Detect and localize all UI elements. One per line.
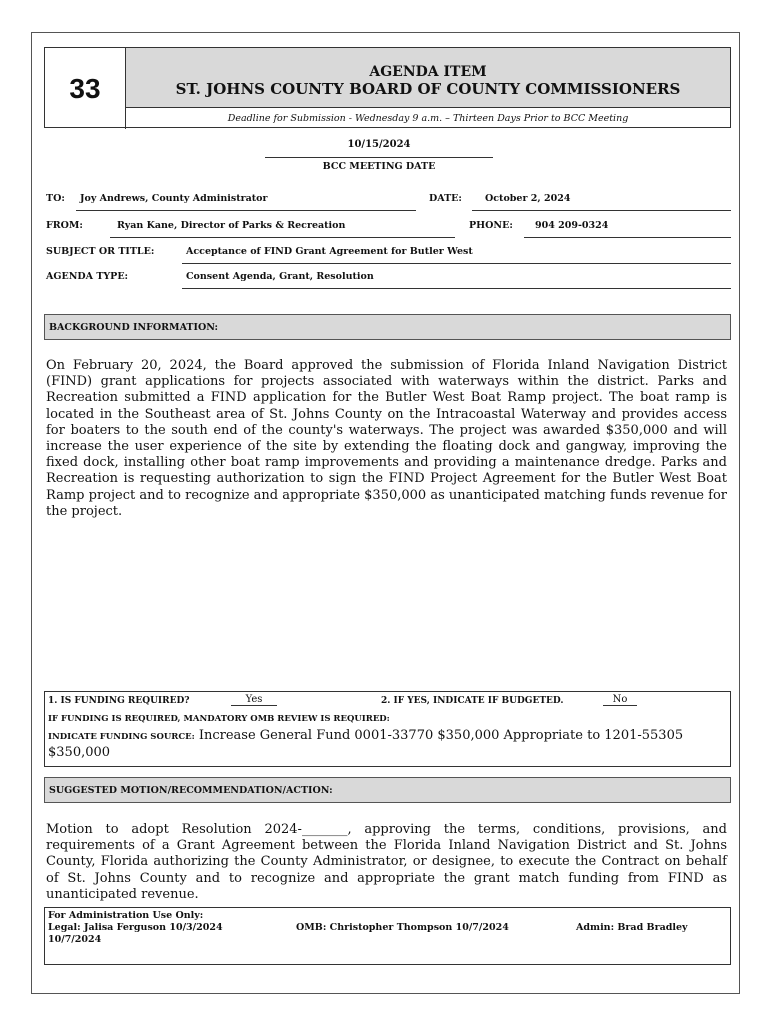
funding-source (48, 728, 728, 761)
to-underline (76, 210, 416, 211)
budgeted-value: No (603, 694, 637, 706)
omb-review-note: IF FUNDING IS REQUIRED, MANDATORY OMB REVIEW IS REQUIRED: (48, 714, 390, 724)
funding-source-value: Increase General Fund 0001-33770 $350,000 Appropriate to 1201-55305 $350,000 (48, 728, 684, 760)
meeting-date-underline (265, 157, 493, 158)
meeting-date-label: BCC MEETING DATE (322, 161, 436, 172)
date-value: October 2, 2024 (485, 193, 571, 204)
phone-value: 904 209-0324 (535, 220, 609, 231)
budgeted-label: 2. IF YES, INDICATE IF BUDGETED. (381, 696, 564, 706)
funding-box (44, 691, 731, 767)
agenda-item-title: AGENDA ITEM (369, 64, 487, 80)
administration-box (44, 907, 731, 965)
subject-underline (182, 263, 731, 264)
motion-heading: SUGGESTED MOTION/RECOMMENDATION/ACTION: (44, 777, 731, 803)
admin-signoff: Admin: Brad Bradley (576, 922, 688, 933)
funding-source-label: INDICATE FUNDING SOURCE: (48, 732, 195, 742)
form-header (44, 47, 731, 128)
funding-required-label: 1. IS FUNDING REQUIRED? (48, 696, 190, 706)
admin-signoff-date: 10/7/2024 (48, 934, 102, 945)
funding-required-value: Yes (231, 694, 277, 706)
phone-label: PHONE: (469, 220, 513, 231)
date-label: DATE: (429, 193, 462, 204)
agenda-type-label: AGENDA TYPE: (46, 271, 129, 282)
subject-label: SUBJECT OR TITLE: (46, 246, 155, 257)
subject-value: Acceptance of FIND Grant Agreement for Butler West (186, 246, 473, 257)
from-underline (110, 237, 455, 238)
submission-deadline: Deadline for Submission - Wednesday 9 a.m. – Thirteen Days Prior to BCC Meeting (227, 113, 629, 124)
agenda-form (31, 32, 740, 994)
to-label: TO: (46, 193, 65, 204)
agenda-type-value: Consent Agenda, Grant, Resolution (186, 271, 374, 282)
meeting-date: 10/15/2024 (347, 139, 411, 150)
agenda-item-number: 33 (45, 48, 126, 129)
admin-heading: For Administration Use Only: (48, 910, 204, 921)
motion-text: Motion to adopt Resolution 2024-_______, approving the terms, conditions, provisions, and requirements of a Grant Agreement between the Florida Inland Navigation District and St. Johns County, Florida authorizing the County Administrator, or designee, to execute the Contract on behalf of St. Johns County and to recognize and appropriate the grant match funding from FIND as unanticipated revenue. (46, 822, 727, 902)
phone-underline (524, 237, 731, 238)
header-title-box (126, 48, 730, 108)
omb-signoff: OMB: Christopher Thompson 10/7/2024 (296, 922, 509, 933)
background-text: On February 20, 2024, the Board approved the submission of Florida Inland Navigation District (FIND) grant applications for projects associated with waterways within the district. Parks and Recreation submitted a FIND application for the Butler West Boat Ramp project. The boat ramp is located in the Southeast area of St. Johns County on the Intracoastal Waterway and provides access for boaters to the south end of the county's waterways. The project was awarded $350,000 and will increase the user experience of the site by extending the floating dock and gangway, improving the fixed dock, installing other boat ramp improvements and providing a maintenance dredge. Parks and Recreation is requesting authorization to sign the FIND Project Agreement for the Butler West Boat Ramp project and to recognize and appropriate $350,000 as unanticipated matching funds revenue for the project. (46, 358, 727, 519)
from-label: FROM: (46, 220, 83, 231)
background-heading: BACKGROUND INFORMATION: (44, 314, 731, 340)
legal-signoff: Legal: Jalisa Ferguson 10/3/2024 (48, 922, 223, 933)
date-underline (472, 210, 731, 211)
to-value: Joy Andrews, County Administrator (80, 193, 268, 204)
board-name: ST. JOHNS COUNTY BOARD OF COUNTY COMMISSIONERS (175, 80, 681, 98)
from-value: Ryan Kane, Director of Parks & Recreation (117, 220, 346, 231)
agenda-type-underline (182, 288, 731, 289)
